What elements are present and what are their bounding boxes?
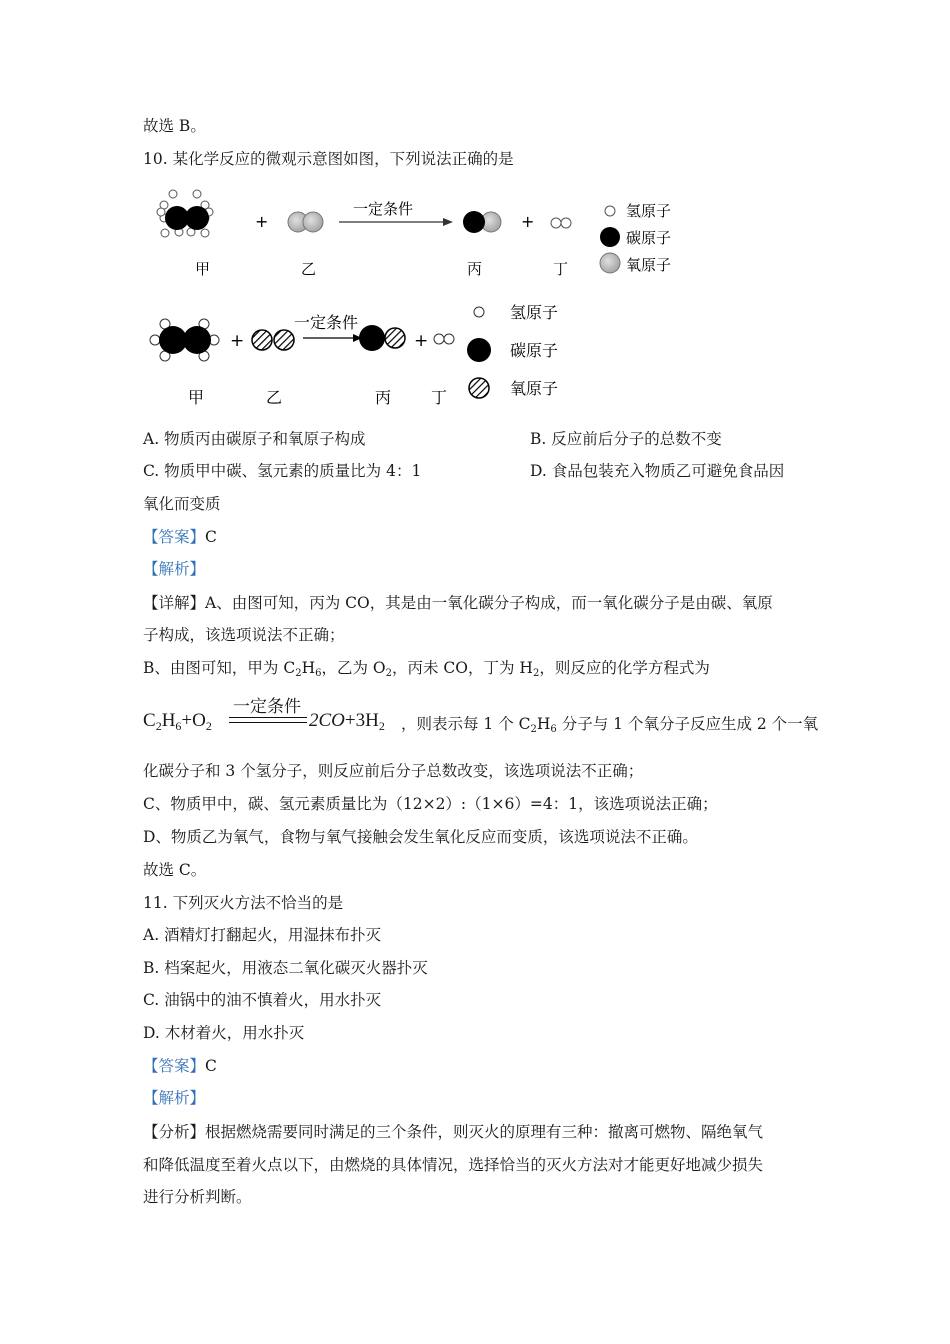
option-d-continued: 氧化而变质 [143, 495, 221, 513]
option-b: B. 反应前后分子的总数不变 [530, 430, 722, 448]
chemical-equation: $C_2H_6+O_2$ 一定条件 $2CO+3H_2$ ，则表示每 1 个 $C_2H_6$ 分子与 1 个氧分子反应生成 2 个一氧 [143, 698, 843, 742]
answer-10: 【答案】C [143, 528, 217, 546]
condition-label: 一定条件 [294, 313, 359, 332]
molecule-bing-2 [359, 325, 405, 351]
analysis-line-1: 【分析】根据燃烧需要同时满足的三个条件，则灭火的原理有三种：撤离可燃物、隔绝氧气 [143, 1123, 764, 1141]
carbon-atom-icon [467, 338, 491, 362]
carbon-atom-icon [600, 227, 620, 247]
molecule-ding-1 [551, 218, 571, 228]
hydrogen-atom-icon [474, 307, 484, 317]
label-bing: 丙 [375, 388, 392, 407]
option-a: A. 物质丙由碳原子和氧原子构成 [143, 430, 366, 448]
molecule-ding-2 [434, 334, 454, 344]
question-10: 10. 某化学反应的微观示意图如图，下列说法正确的是 [143, 150, 514, 168]
answer-11: 【答案】C [143, 1057, 217, 1075]
option-11a: A. 酒精灯打翻起火，用湿抹布扑灭 [143, 926, 382, 944]
label-yi: 乙 [301, 260, 317, 278]
molecule-bing-1 [463, 211, 501, 233]
detail-line-7: D、物质乙为氧气，食物与氧气接触会发生氧化反应而变质，该选项说法不正确。 [143, 828, 698, 846]
text-line: 故选 B。 [143, 117, 206, 135]
analysis-label-10: 【解析】 [143, 560, 206, 578]
detail-line-8: 故选 C。 [143, 861, 207, 879]
condition-label: 一定条件 [353, 200, 414, 218]
label-jia: 甲 [188, 388, 205, 407]
legend-hydrogen: 氢原子 [510, 303, 559, 322]
question-11: 11. 下列灭火方法不恰当的是 [143, 894, 344, 912]
plus-sign: + [521, 212, 535, 231]
option-11b: B. 档案起火，用液态二氧化碳灭火器扑灭 [143, 959, 428, 977]
molecule-yi-1 [288, 212, 323, 232]
detail-line-2: 子构成，该选项说法不正确； [143, 626, 345, 644]
reaction-diagram-2 [143, 298, 703, 410]
detail-line-1: 【详解】A、由图可知，丙为 CO，其是由一氧化碳分子构成，而一氧化碳分子是由碳、氧原 [143, 594, 773, 612]
hydrogen-atom-icon [605, 206, 615, 216]
analysis-line-2: 和降低温度至着火点以下，由燃烧的具体情况，选择恰当的灭火方法对才能更好地减少损失 [143, 1156, 764, 1174]
legend-carbon: 碳原子 [626, 229, 672, 247]
label-yi: 乙 [266, 388, 283, 407]
oxygen-atom-icon [600, 253, 620, 273]
answer-label: 【答案】 [143, 1057, 206, 1075]
detail-line-5: 化碳分子和 3 个氢分子，则反应前后分子总数改变，该选项说法不正确； [143, 762, 644, 780]
option-c: C. 物质甲中碳、氢元素的质量比为 4：1 [143, 462, 422, 480]
equation-condition: 一定条件 [233, 697, 301, 717]
legend-hydrogen: 氢原子 [626, 202, 672, 220]
analysis-line-3: 进行分析判断。 [143, 1188, 252, 1206]
option-d: D. 食品包装充入物质乙可避免食品因 [530, 462, 785, 480]
label-ding: 丁 [553, 260, 569, 278]
molecule-jia-2 [150, 319, 219, 361]
option-11c: C. 油锅中的油不慎着火，用水扑灭 [143, 991, 382, 1009]
option-11d: D. 木材着火，用水扑灭 [143, 1024, 305, 1042]
detail-line-3: B、由图可知，甲为 $C_2H_6$，乙为 $O_2$，丙未 CO，丁为 $H_2$，则反应的化学方程式为 [143, 659, 710, 679]
molecule-jia-1 [157, 190, 213, 237]
label-jia: 甲 [195, 260, 211, 278]
label-bing: 丙 [467, 260, 483, 278]
label-ding: 丁 [431, 388, 448, 407]
plus-sign: + [414, 331, 429, 351]
reaction-diagram-1 [143, 188, 703, 288]
oxygen-atom-icon [469, 378, 489, 398]
detail-label: 【详解】 [143, 594, 206, 612]
legend-carbon: 碳原子 [510, 341, 559, 360]
plus-sign: + [255, 212, 269, 231]
plus-sign: + [230, 331, 245, 351]
answer-label: 【答案】 [143, 528, 206, 546]
equals-sign [229, 717, 307, 723]
detail-line-6: C、物质甲中，碳、氢元素质量比为（12×2）:（1×6）=4：1，该选项说法正确； [143, 795, 718, 813]
analysis-label-11: 【解析】 [143, 1089, 206, 1107]
analysis-tag: 【分析】 [143, 1123, 206, 1141]
legend-oxygen: 氧原子 [510, 379, 559, 398]
molecule-yi-2 [252, 330, 294, 350]
legend-oxygen: 氧原子 [626, 256, 672, 274]
